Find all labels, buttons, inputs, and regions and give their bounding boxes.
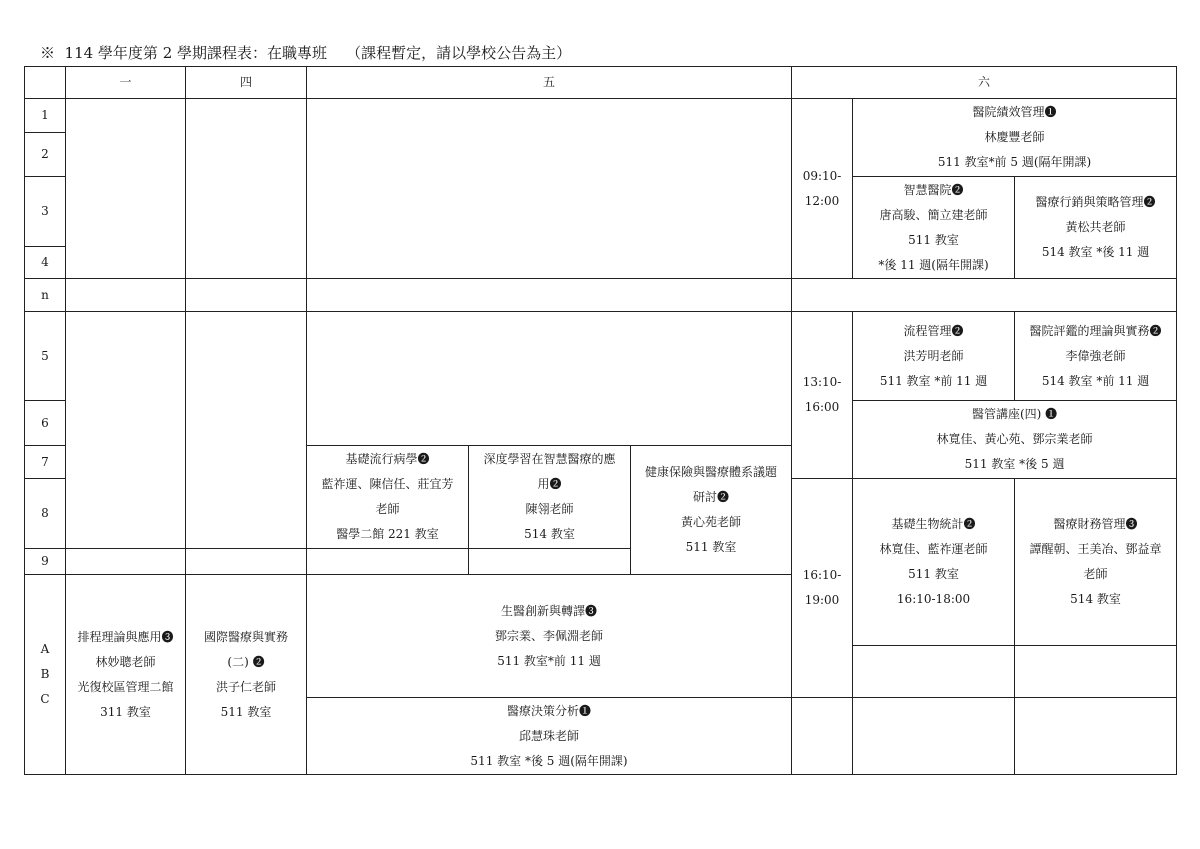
empty-cell — [66, 279, 186, 312]
course-smart-hospital — [853, 177, 1015, 279]
period-label-3: 3 — [25, 177, 66, 247]
course-teacher: 林寬佳、藍祚運老師 — [879, 542, 988, 556]
course-management-lecture — [853, 401, 1177, 479]
course-room: 511 教室 — [908, 232, 959, 247]
period-label-6: 6 — [25, 401, 66, 446]
empty-cell — [186, 99, 307, 279]
period-label-5: 5 — [25, 312, 66, 401]
empty-cell — [307, 312, 792, 446]
course-room: 511 教室*前 11 週 — [497, 653, 601, 668]
time-text: 12:00 — [804, 193, 840, 208]
time-slot-evening — [792, 479, 853, 698]
empty-cell — [307, 99, 792, 279]
course-teacher: 黃心苑老師 — [681, 515, 742, 529]
course-room: 511 教室 *前 11 週 — [879, 373, 988, 388]
course-teacher: 唐高駿、簡立建老師 — [879, 207, 988, 222]
course-room: 514 教室 — [524, 527, 575, 541]
course-name: 流程管理❷ — [903, 323, 964, 338]
schedule-table — [24, 66, 1177, 775]
course-name: 用❷ — [537, 477, 562, 491]
period-label-2: 2 — [25, 133, 66, 177]
course-room: 311 教室 — [100, 704, 151, 719]
period-label-8: 8 — [25, 479, 66, 549]
course-time: 16:10-18:00 — [896, 592, 971, 606]
course-teacher: 林寬佳、黃心苑、鄧宗業老師 — [936, 432, 1093, 446]
day-header-mon: 一 — [66, 67, 186, 99]
course-decision-analysis — [307, 698, 792, 775]
period-label-9: 9 — [25, 549, 66, 575]
course-note: *後 11 週(隔年開課) — [878, 257, 989, 272]
course-name: 研討❷ — [693, 490, 730, 504]
course-deep-learning — [469, 446, 631, 549]
empty-cell — [1015, 698, 1177, 775]
period-label-c: C — [40, 692, 50, 706]
empty-cell — [66, 99, 186, 279]
course-teacher: 洪芳明老師 — [903, 348, 964, 363]
course-name: 醫療決策分析❶ — [507, 703, 592, 718]
course-teacher: 藍祚運、陳信任、莊宜芳 — [321, 477, 454, 491]
course-name: 健康保險與醫療體系議題 — [645, 465, 778, 479]
period-label-n: n — [25, 279, 66, 312]
course-name: 醫管講座(四) ❶ — [971, 407, 1058, 421]
empty-cell — [1015, 646, 1177, 698]
course-teacher: 林慶豐老師 — [984, 130, 1045, 144]
course-name: 智慧醫院❷ — [903, 182, 964, 197]
course-health-insurance — [631, 446, 792, 575]
course-teacher: 林妙聰老師 — [95, 654, 156, 669]
time-text: 19:00 — [804, 593, 840, 607]
course-teacher: 洪子仁老師 — [215, 679, 276, 694]
day-header-thu: 四 — [186, 67, 307, 99]
course-hospital-accreditation — [1015, 312, 1177, 401]
empty-cell — [307, 549, 469, 575]
course-teacher: 譚醒朝、王美冶、鄧益章 — [1029, 542, 1162, 556]
period-label-1: 1 — [25, 99, 66, 133]
empty-cell — [186, 279, 307, 312]
course-name: 醫院績效管理❶ — [972, 105, 1057, 119]
period-label-b: B — [40, 667, 50, 681]
course-room: 511 教室 — [908, 567, 959, 581]
time-text: 09:10- — [802, 168, 842, 183]
course-name: 醫療財務管理❸ — [1053, 517, 1138, 531]
day-header-sat: 六 — [792, 67, 1177, 99]
course-teacher: 老師 — [1083, 567, 1108, 581]
course-name: (二) ❷ — [227, 654, 265, 669]
course-room: 511 教室 *後 5 週 — [964, 457, 1065, 471]
period-label-a: A — [40, 642, 50, 656]
period-label-abc — [25, 575, 66, 775]
course-teacher: 陳翎老師 — [525, 502, 574, 516]
course-name: 醫院評鑑的理論與實務❷ — [1029, 323, 1162, 338]
course-teacher: 老師 — [375, 502, 400, 516]
course-name: 基礎流行病學❷ — [345, 452, 430, 466]
period-label-4: 4 — [25, 247, 66, 279]
course-name: 排程理論與應用❸ — [77, 629, 174, 644]
course-financial-management — [1015, 479, 1177, 646]
course-epidemiology — [307, 446, 469, 549]
empty-cell — [853, 698, 1015, 775]
course-room: 511 教室 *後 5 週(隔年開課) — [470, 753, 628, 768]
course-room: 511 教室 — [685, 540, 737, 554]
corner-cell — [25, 67, 66, 99]
course-room: 光復校區管理二館 — [77, 679, 174, 694]
period-label-7: 7 — [25, 446, 66, 479]
empty-cell — [853, 646, 1015, 698]
course-international-healthcare — [186, 575, 307, 775]
course-teacher: 黃松共老師 — [1065, 220, 1126, 234]
course-teacher: 鄧宗業、李佩淵老師 — [495, 628, 604, 643]
course-room: 514 教室 — [1070, 592, 1121, 606]
course-room: 511 教室*前 5 週(隔年開課) — [937, 155, 1092, 169]
course-biostatistics — [853, 479, 1015, 646]
course-name: 醫療行銷與策略管理❷ — [1035, 195, 1156, 209]
course-teacher: 邱慧珠老師 — [519, 728, 580, 743]
empty-cell — [792, 279, 1177, 312]
empty-cell — [792, 698, 853, 775]
course-biomedical-innovation — [307, 575, 792, 698]
empty-cell — [186, 312, 307, 549]
course-room: 514 教室 *前 11 週 — [1041, 373, 1150, 388]
course-name: 國際醫療與實務 — [203, 629, 288, 644]
day-header-fri: 五 — [307, 67, 792, 99]
time-slot-afternoon — [792, 312, 853, 479]
course-queueing-theory — [66, 575, 186, 775]
page-title: ※ 114 學年度第 2 學期課程表：在職專班 （課程暫定，請以學校公告為主） — [40, 44, 572, 62]
empty-cell — [469, 549, 631, 575]
empty-cell — [186, 549, 307, 575]
course-process-management — [853, 312, 1015, 401]
empty-cell — [66, 312, 186, 549]
course-name: 生醫創新與轉譯❸ — [501, 603, 598, 618]
course-hospital-performance — [853, 99, 1177, 177]
time-text: 16:00 — [804, 400, 840, 414]
time-text: 16:10- — [802, 568, 842, 582]
time-text: 13:10- — [802, 375, 842, 389]
course-room: 醫學二館 221 教室 — [336, 527, 439, 541]
time-slot-morning — [792, 99, 853, 279]
course-healthcare-marketing — [1015, 177, 1177, 279]
course-room: 514 教室 *後 11 週 — [1041, 245, 1150, 259]
empty-cell — [66, 549, 186, 575]
course-name: 基礎生物統計❷ — [891, 517, 976, 531]
course-room: 511 教室 — [220, 704, 272, 719]
empty-cell — [307, 279, 792, 312]
course-teacher: 李偉強老師 — [1065, 348, 1126, 363]
course-name: 深度學習在智慧醫療的應 — [483, 452, 616, 466]
